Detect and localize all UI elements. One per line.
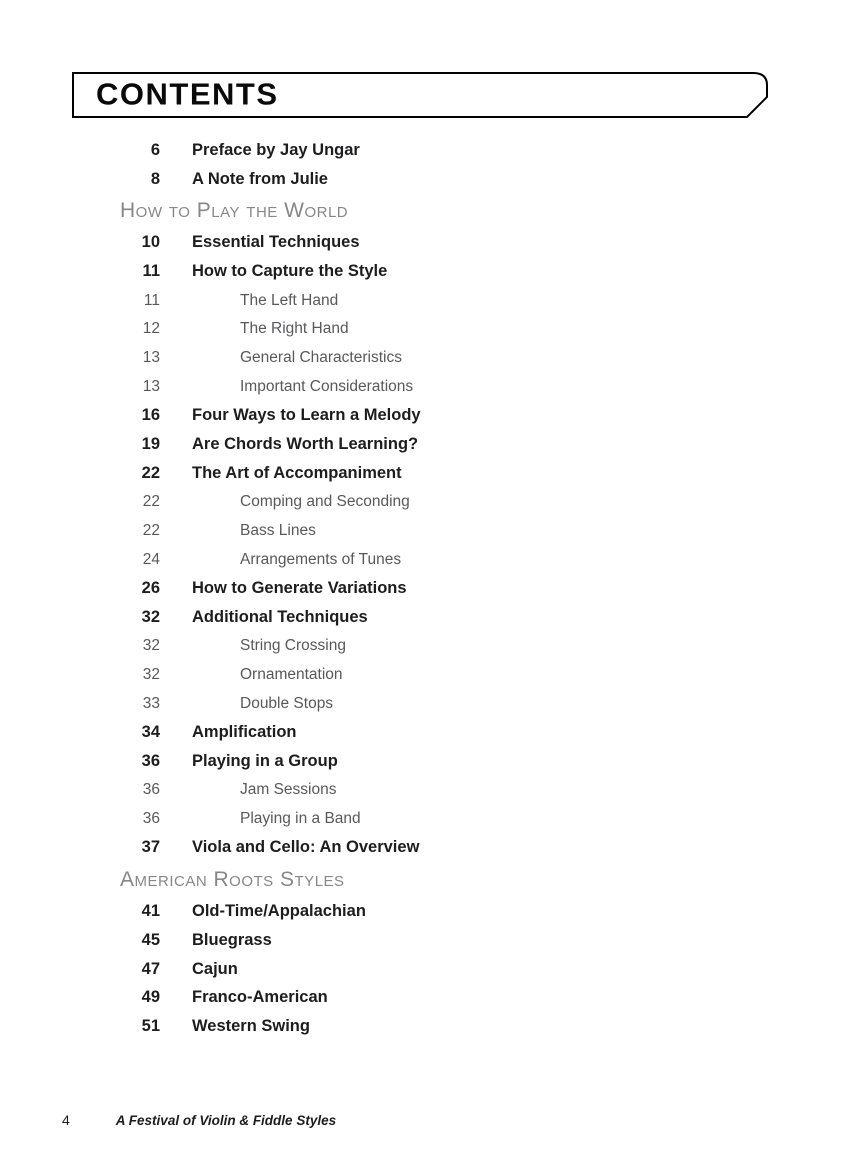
toc-entry-label: Franco-American bbox=[192, 988, 328, 1007]
toc-entry bbox=[120, 517, 700, 546]
toc-entry-label: Viola and Cello: An Overview bbox=[192, 838, 420, 857]
toc-entry-label: Playing in a Band bbox=[240, 809, 361, 827]
toc-entry bbox=[120, 257, 700, 286]
toc-entry-label: Jam Sessions bbox=[240, 781, 337, 799]
toc-entry bbox=[120, 401, 700, 430]
toc-entry bbox=[120, 718, 700, 747]
toc-page-number: 22 bbox=[142, 521, 160, 539]
toc-page-number: 32 bbox=[141, 607, 160, 626]
toc-page-number: 8 bbox=[150, 169, 160, 188]
toc-entry-label: Are Chords Worth Learning? bbox=[192, 435, 419, 454]
page-footer bbox=[62, 1112, 336, 1128]
toc-page-number: 45 bbox=[141, 930, 160, 949]
toc-page-number: 11 bbox=[142, 262, 160, 281]
footer-page-number: 4 bbox=[62, 1112, 70, 1128]
contents-header-box bbox=[72, 72, 768, 118]
toc-entry bbox=[120, 833, 700, 862]
toc-entry bbox=[120, 603, 700, 632]
toc-entry-label: The Right Hand bbox=[240, 320, 349, 338]
toc-entry-label: Old-Time/Appalachian bbox=[192, 902, 366, 921]
toc-entry-label: Comping and Seconding bbox=[240, 493, 410, 511]
toc-entry-label: Important Considerations bbox=[240, 377, 414, 395]
toc-page-number: 13 bbox=[142, 377, 160, 395]
toc-entry bbox=[120, 1012, 700, 1041]
toc-page-number: 49 bbox=[141, 988, 160, 1007]
toc-entry-label: Arrangements of Tunes bbox=[240, 550, 402, 568]
toc-entry bbox=[120, 955, 700, 984]
toc-page-number: 13 bbox=[142, 349, 160, 367]
toc-entry bbox=[120, 488, 700, 517]
toc-page-number: 12 bbox=[142, 320, 160, 338]
toc-entry bbox=[120, 545, 700, 574]
toc-entry-label: Essential Techniques bbox=[192, 233, 360, 252]
toc-page-number: 41 bbox=[141, 902, 160, 921]
toc-page-number: 26 bbox=[141, 579, 160, 598]
toc-page-number: 11 bbox=[143, 291, 160, 309]
toc-entry bbox=[120, 776, 700, 805]
toc-entry bbox=[120, 689, 700, 718]
toc-entry-label: How to Generate Variations bbox=[192, 579, 407, 598]
toc-entry-label: The Art of Accompaniment bbox=[192, 463, 402, 482]
toc-entry-label: Cajun bbox=[192, 959, 238, 978]
toc-entry-label: Double Stops bbox=[240, 694, 334, 712]
toc-entry bbox=[120, 984, 700, 1013]
toc-entry bbox=[120, 632, 700, 661]
toc-entry bbox=[120, 229, 700, 258]
footer-book-title: A Festival of Violin & Fiddle Styles bbox=[115, 1113, 337, 1128]
toc-page-number: 36 bbox=[141, 751, 160, 770]
toc-entry-label: Ornamentation bbox=[240, 665, 343, 683]
toc-page-number: 36 bbox=[142, 809, 160, 827]
toc bbox=[120, 136, 700, 1041]
toc-entry-label: General Characteristics bbox=[240, 349, 402, 367]
toc-entry-label: How to Capture the Style bbox=[192, 262, 388, 281]
toc-page-number: 6 bbox=[150, 140, 160, 159]
toc-page-number: 19 bbox=[141, 435, 160, 454]
toc-page-number: 24 bbox=[142, 550, 160, 568]
toc-entry bbox=[120, 574, 700, 603]
section-heading: How to Play the World bbox=[120, 199, 349, 223]
toc-entry-label: The Left Hand bbox=[240, 291, 339, 309]
toc-page-number: 37 bbox=[141, 838, 160, 857]
toc-entry bbox=[120, 344, 700, 373]
toc-entry-label: Four Ways to Learn a Melody bbox=[192, 406, 421, 425]
toc-page-number: 22 bbox=[142, 493, 160, 511]
toc-page-number: 32 bbox=[142, 665, 160, 683]
toc-page-number: 51 bbox=[141, 1017, 160, 1036]
toc-entry bbox=[120, 459, 700, 488]
toc-entry-label: Amplification bbox=[192, 723, 297, 742]
toc-entry-label: Playing in a Group bbox=[192, 751, 338, 770]
toc-entry-label: String Crossing bbox=[240, 637, 346, 655]
toc-page-number: 47 bbox=[141, 959, 160, 978]
toc-entry bbox=[120, 165, 700, 194]
toc-page-number: 16 bbox=[141, 406, 160, 425]
toc-entry bbox=[120, 747, 700, 776]
toc-entry-label: A Note from Julie bbox=[192, 169, 328, 188]
section-heading: American Roots Styles bbox=[120, 867, 345, 891]
toc-entry bbox=[120, 136, 700, 165]
toc-entry bbox=[120, 286, 700, 315]
toc-entry-label: Additional Techniques bbox=[192, 607, 368, 626]
toc-entry-label: Bluegrass bbox=[192, 930, 272, 949]
toc-entry bbox=[120, 315, 700, 344]
toc-page-number: 34 bbox=[141, 723, 160, 742]
toc-entry bbox=[120, 661, 700, 690]
toc-page-number: 10 bbox=[141, 233, 160, 252]
toc-entry bbox=[120, 926, 700, 955]
page-title: CONTENTS bbox=[96, 76, 279, 112]
toc-entry bbox=[120, 373, 700, 402]
toc-page-number: 33 bbox=[142, 694, 160, 712]
toc-entry bbox=[120, 897, 700, 926]
toc-page-number: 22 bbox=[141, 463, 160, 482]
toc-entry bbox=[120, 430, 700, 459]
toc-entry bbox=[120, 805, 700, 834]
toc-page-number: 36 bbox=[142, 781, 160, 799]
toc-entry-label: Western Swing bbox=[192, 1017, 310, 1036]
toc-page-number: 32 bbox=[142, 637, 160, 655]
toc-entry-label: Bass Lines bbox=[240, 521, 316, 539]
toc-entry-label: Preface by Jay Ungar bbox=[192, 140, 360, 159]
